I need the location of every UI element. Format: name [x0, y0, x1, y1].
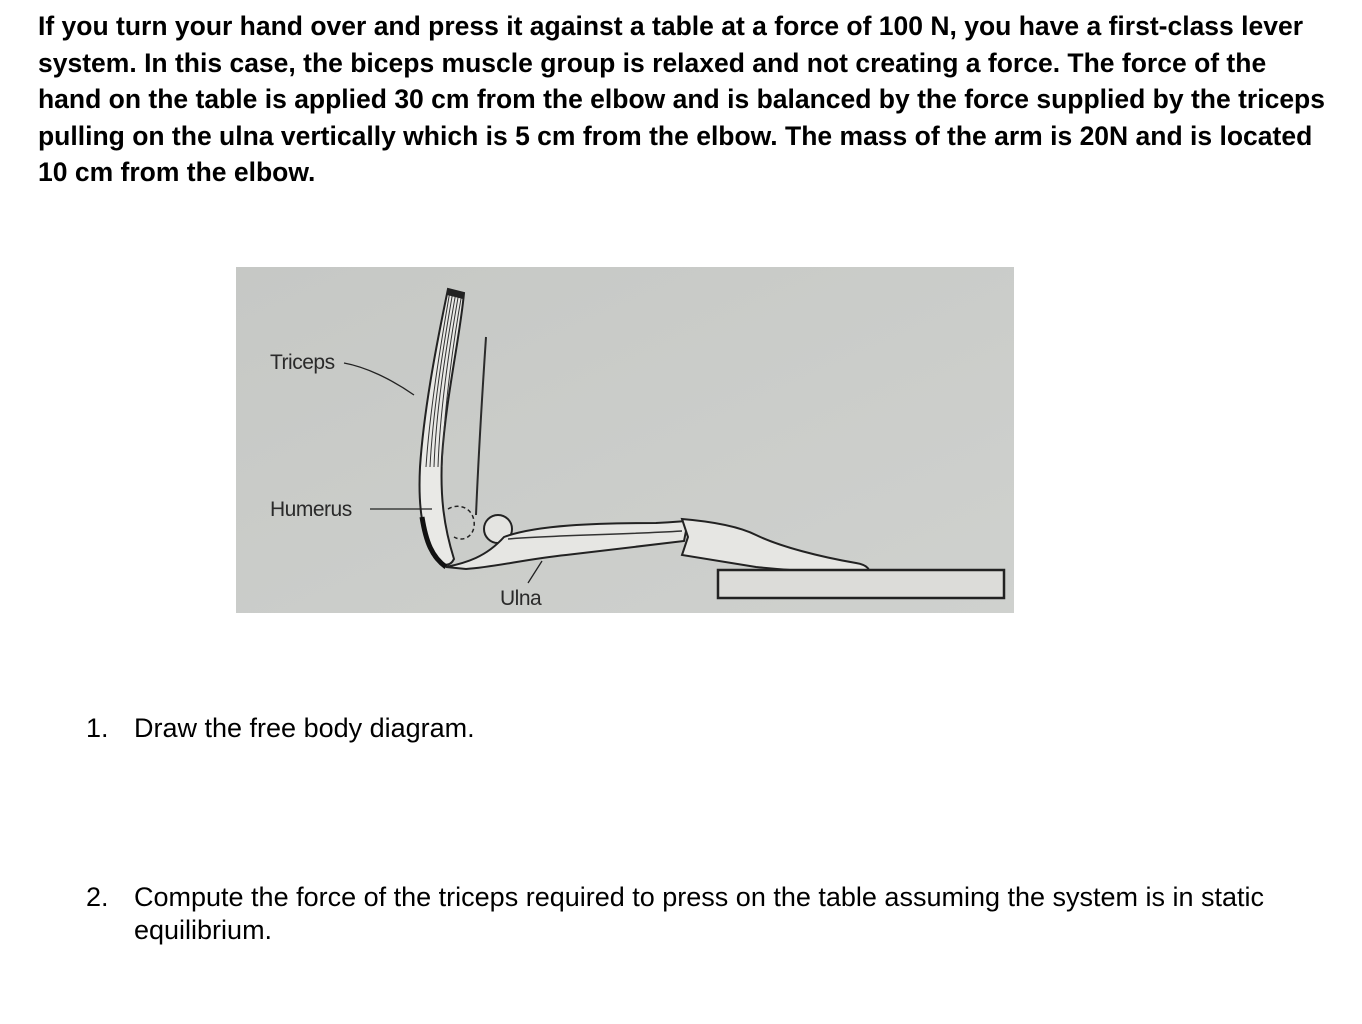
question-2-number: 2.: [86, 882, 109, 912]
arm-lever-figure: [236, 267, 1014, 613]
humerus-label: Humerus: [270, 498, 352, 521]
triceps-label: Triceps: [270, 351, 335, 374]
ulna-label: Ulna: [500, 587, 542, 610]
table: [718, 570, 1004, 598]
question-2-text: Compute the force of the triceps required to press on the table assuming the system is in static equilibrium.: [134, 882, 1265, 945]
question-1-number: 1.: [86, 713, 109, 743]
problem-statement: If you turn your hand over and press it against a table at a force of 100 N, you have a first-class lever system. In this case, the biceps muscle group is relaxed and not creating a force. The force of the hand on the table is applied 30 cm from the elbow and is balanced by the force supplied by the triceps pulling on the ulna vertically which is 5 cm from the elbow. The mass of the arm is 20N and is located 10 cm from the elbow.: [38, 11, 1325, 187]
arm-lever-illustration: [236, 267, 1014, 613]
question-1: [86, 712, 1304, 745]
question-1-text: Draw the free body diagram.: [134, 713, 475, 743]
question-2: [86, 881, 1304, 947]
